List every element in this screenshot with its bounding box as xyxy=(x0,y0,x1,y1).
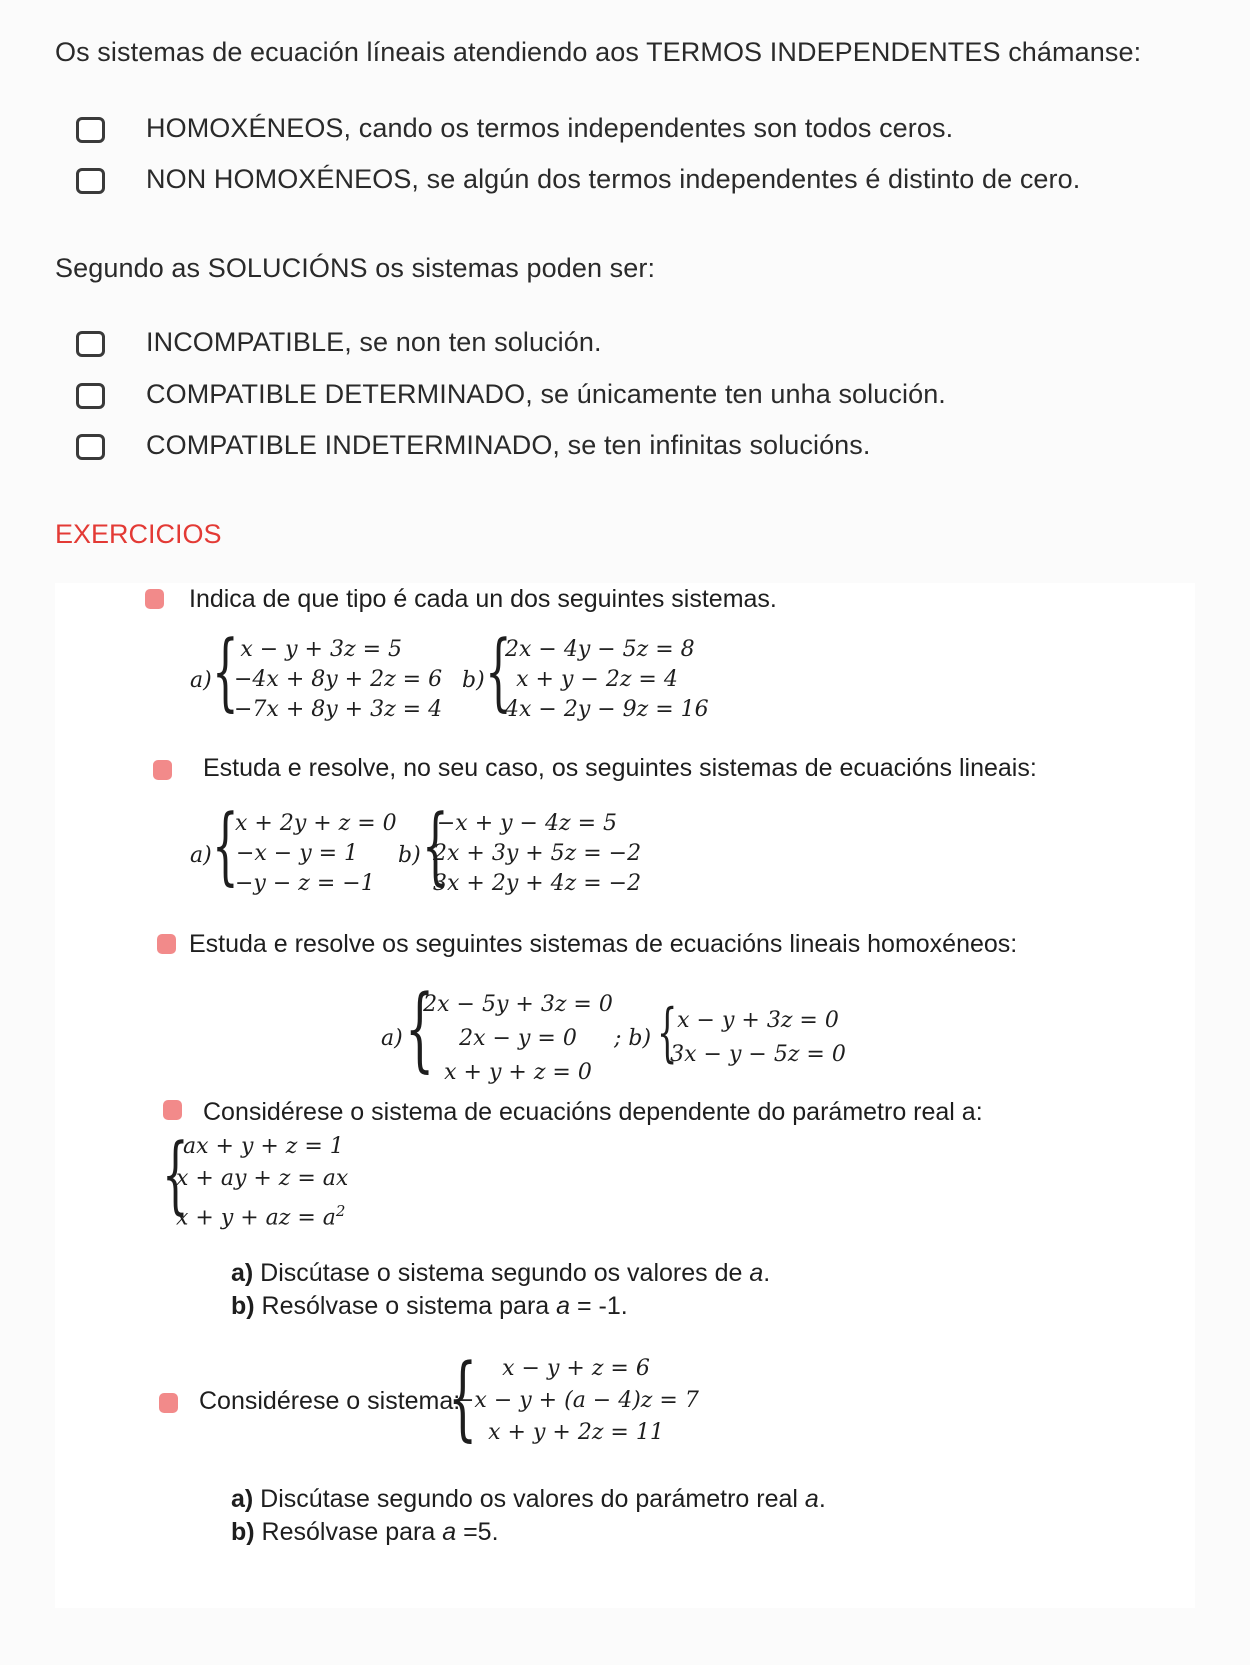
exercise-1a-brace: { xyxy=(212,622,239,720)
exercise-4-text: Considérese o sistema de ecuacións dependente do parámetro real a: xyxy=(203,1098,983,1126)
solutions-item-compatible-indeterminado: COMPATIBLE INDETERMINADO, se ten infinitas solucións. xyxy=(146,430,871,460)
exercise-1b-label: b) xyxy=(462,668,485,693)
checkbox-incompatible[interactable] xyxy=(76,331,105,357)
equation: x + 2y + z = 0 xyxy=(235,811,397,836)
equation: ax + y + z = 1 xyxy=(183,1134,344,1159)
exercise-1b-system xyxy=(505,635,709,725)
exercise-1a-label: a) xyxy=(190,668,212,693)
equation: 3x + 2y + 4z = −2 xyxy=(433,871,642,896)
exercise-3a-label: a) xyxy=(381,1026,403,1051)
exercise-3b-label: ; b) xyxy=(614,1026,652,1051)
exercise-4-bullet xyxy=(163,1100,182,1120)
equation: −y − z = −1 xyxy=(235,871,375,896)
exercise-4-system xyxy=(176,1131,376,1234)
equation: x − y + 3z = 5 xyxy=(240,637,402,662)
equation: 2x + 3y + 5z = −2 xyxy=(433,841,642,866)
exercise-5-brace: { xyxy=(448,1344,478,1451)
solutions-item-compatible-determinado: COMPATIBLE DETERMINADO, se únicamente ten unha solución. xyxy=(146,379,946,409)
exercise-2a-label: a) xyxy=(190,843,212,868)
solutions-title: Segundo as SOLUCIÓNS os sistemas poden ser: xyxy=(55,253,656,283)
exercise-5-bullet xyxy=(159,1393,178,1413)
equation: x + y + az = $a^2$ xyxy=(176,1202,346,1231)
exercise-4-part-b: b) Resólvase o sistema para a = -1. xyxy=(231,1292,628,1320)
equation: 2x − y = 0 xyxy=(459,1026,577,1051)
exercise-3a-brace: { xyxy=(405,975,435,1082)
exercise-5-part-a: a) Discútase segundo os valores do parámetro real a. xyxy=(231,1485,826,1513)
equation: −7x + 8y + 3z = 4 xyxy=(234,697,443,722)
equation: 4x − 2y − 9z = 16 xyxy=(505,697,709,722)
exercise-5-text: Considérese o sistema: xyxy=(199,1387,461,1415)
exercise-2a-brace: { xyxy=(212,796,239,894)
equation: 2x − 4y − 5z = 8 xyxy=(505,637,695,662)
exercise-2b-label: b) xyxy=(398,843,421,868)
exercise-3-bullet xyxy=(157,934,176,954)
solutions-item-incompatible: INCOMPATIBLE, se non ten solución. xyxy=(146,327,602,357)
equation: x + y + z = 0 xyxy=(444,1060,592,1085)
exercise-3b-brace: { xyxy=(657,996,678,1070)
exercise-4-brace: { xyxy=(162,1125,189,1223)
checkbox-compatible-indeterminado[interactable] xyxy=(76,434,105,460)
exercise-3-text: Estuda e resolve os seguintes sistemas de ecuacións lineais homoxéneos: xyxy=(189,930,1018,958)
intro-item-homoxeneos: HOMOXÉNEOS, cando os termos independentes son todos ceros. xyxy=(146,113,954,143)
exercises-panel xyxy=(55,583,1195,1608)
checkbox-homoxeneos[interactable] xyxy=(76,117,105,143)
equation: 2x − 5y + 3z = 0 xyxy=(423,992,613,1017)
exercise-4-part-a: a) Discútase o sistema segundo os valores de a. xyxy=(231,1259,771,1287)
equation: 3x − y − 5z = 0 xyxy=(670,1042,846,1067)
exercise-1-bullet xyxy=(145,589,164,609)
exercise-5-part-b: b) Resólvase para a =5. xyxy=(231,1518,499,1546)
exercise-1-text: Indica de que tipo é cada un dos seguintes sistemas. xyxy=(189,585,777,613)
intro-item-non-homoxeneos: NON HOMOXÉNEOS, se algún dos termos independentes é distinto de cero. xyxy=(146,164,1081,194)
equation: −x − y = 1 xyxy=(235,841,359,866)
equation: x − y + 3z = 0 xyxy=(677,1008,839,1033)
exercise-5-system xyxy=(456,1353,699,1449)
equation: x − y + z = 6 xyxy=(502,1356,650,1381)
exercise-2-bullet xyxy=(153,760,172,780)
exercise-1b-brace: { xyxy=(485,622,512,720)
exercise-1a-system xyxy=(234,635,443,725)
equation: x + y + 2z = 11 xyxy=(488,1420,664,1445)
exercises-heading: EXERCICIOS xyxy=(55,519,222,549)
equation: −4x + 8y + 2z = 6 xyxy=(234,667,443,692)
equation: −x + y − 4z = 5 xyxy=(436,811,617,836)
checkbox-compatible-determinado[interactable] xyxy=(76,383,105,409)
equation: x + y − 2z = 4 xyxy=(516,667,678,692)
equation: −x − y + (a − 4)z = 7 xyxy=(456,1388,699,1413)
exercise-2-text: Estuda e resolve, no seu caso, os seguintes sistemas de ecuacións lineais: xyxy=(203,754,1037,782)
checkbox-non-homoxeneos[interactable] xyxy=(76,168,105,194)
equation: x + ay + z = ax xyxy=(176,1166,349,1191)
exercise-2b-brace: { xyxy=(422,796,449,894)
intro-title: Os sistemas de ecuación líneais atendiendo aos TERMOS INDEPENDENTES chámanse: xyxy=(55,37,1142,67)
exercise-2a-system xyxy=(235,809,397,899)
exercise-3b-system xyxy=(663,1004,853,1072)
exercise-3a-system xyxy=(418,988,618,1090)
exercise-2b-system xyxy=(433,809,642,899)
